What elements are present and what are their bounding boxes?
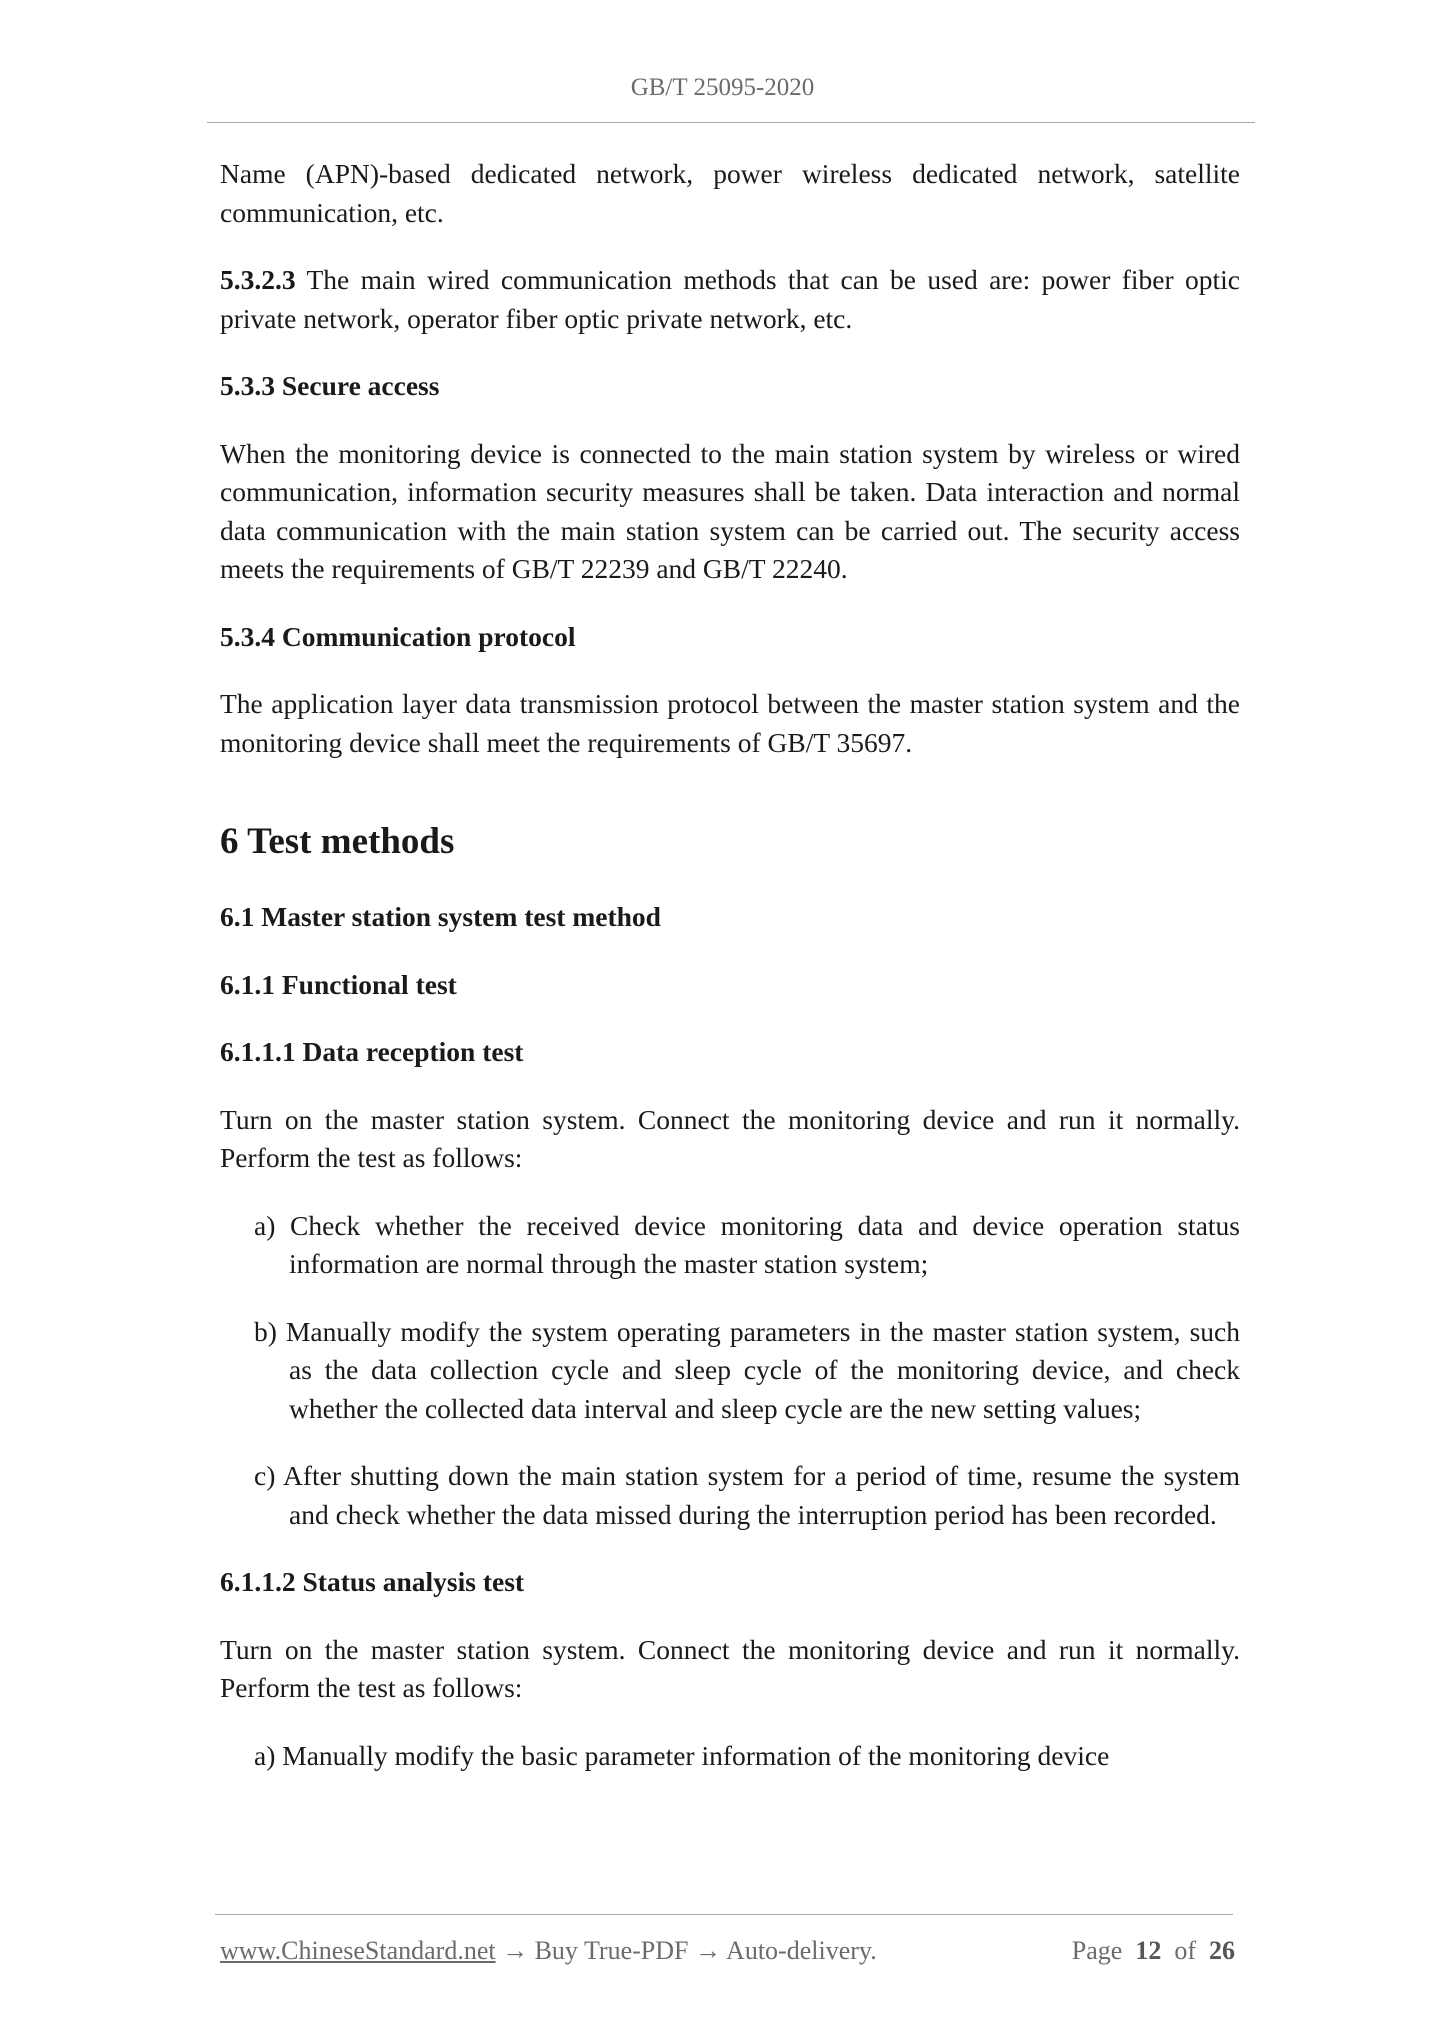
- of-label: of: [1174, 1936, 1196, 1965]
- promo-text: → Buy True-PDF → Auto-delivery.: [495, 1936, 877, 1965]
- clause-text: The main wired communication methods that can be used are: power fiber optic private network, operator fiber optic private network, etc.: [220, 264, 1240, 334]
- document-header: GB/T 25095-2020: [630, 74, 815, 101]
- website-link[interactable]: www.ChineseStandard.net: [220, 1936, 496, 1965]
- header-divider: [207, 122, 1255, 123]
- clause-number: 5.3.2.3: [220, 264, 296, 295]
- page-indicator: [1072, 1936, 1235, 1966]
- paragraph-6-1-1-1: Turn on the master station system. Connect the monitoring device and run it normally. Perform the test as follows:: [220, 1103, 1240, 1173]
- page-content: [220, 155, 1240, 1775]
- heading-6-1: 6.1 Master station system test method: [220, 901, 661, 932]
- footer-divider: [215, 1914, 1233, 1915]
- heading-6-1-1-2: 6.1.1.2 Status analysis test: [220, 1566, 525, 1597]
- paragraph-5-3-3: When the monitoring device is connected to the main station system by wireless or wired communication, information security measures shall be taken. Data interaction and normal data communication with the main station system can be carried out. The security access meets the requirements of GB/T 22239 and GB/T 22240.: [220, 437, 1240, 584]
- footer-promo: [220, 1936, 877, 1966]
- paragraph-5-3-4: The application layer data transmission protocol between the master station system and the monitoring device shall meet the requirements of GB/T 35697.: [220, 688, 1240, 758]
- current-page: 12: [1135, 1936, 1162, 1965]
- list-item: a) Check whether the received device monitoring data and device operation status information are normal through the master station system;: [254, 1209, 1240, 1279]
- total-pages: 26: [1209, 1936, 1235, 1965]
- heading-6: 6 Test methods: [220, 821, 455, 862]
- heading-6-1-1: 6.1.1 Functional test: [220, 968, 457, 1000]
- list-item: a) Manually modify the basic parameter information of the monitoring device: [254, 1739, 1110, 1771]
- list-item: b) Manually modify the system operating parameters in the master station system, such as the data collection cycle and sleep cycle of the monitoring device, and check whether the collected data interval and sleep cycle are the new setting values;: [254, 1315, 1240, 1424]
- list-item: c) After shutting down the main station system for a period of time, resume the system and check whether the data missed during the interruption period has been recorded.: [254, 1460, 1240, 1530]
- paragraph-6-1-1-2: Turn on the master station system. Connect the monitoring device and run it normally. Perform the test as follows:: [220, 1633, 1240, 1703]
- clause-5-3-2-3: [220, 261, 1240, 338]
- heading-5-3-4: 5.3.4 Communication protocol: [220, 620, 576, 652]
- page-label: Page: [1071, 1936, 1123, 1965]
- continued-paragraph: Name (APN)-based dedicated network, power wireless dedicated network, satellite communication, etc.: [220, 158, 1240, 228]
- heading-5-3-3: 5.3.3 Secure access: [220, 370, 440, 401]
- heading-6-1-1-1: 6.1.1.1 Data reception test: [220, 1036, 524, 1067]
